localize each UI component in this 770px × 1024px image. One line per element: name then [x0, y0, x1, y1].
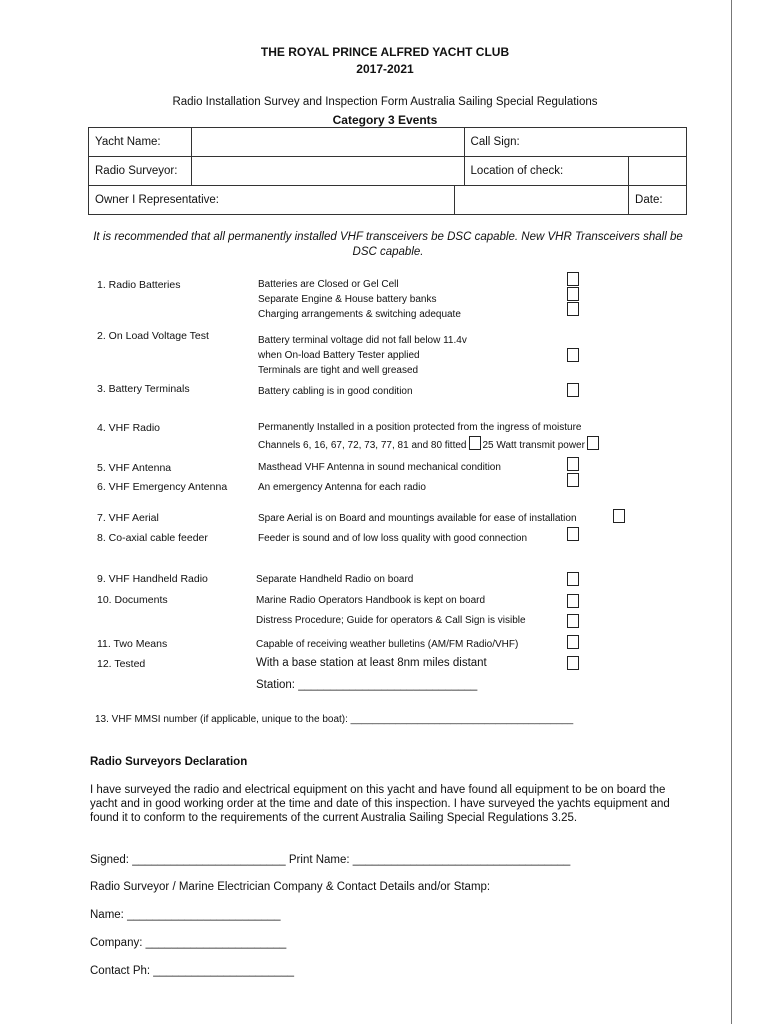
- yacht-name-field[interactable]: [192, 128, 465, 157]
- radio-surveyor-field[interactable]: [192, 157, 465, 186]
- item-9-desc: Separate Handheld Radio on board: [256, 574, 414, 585]
- item-3-label: 3. Battery Terminals: [97, 383, 190, 395]
- item-3-desc: Battery cabling is in good condition: [258, 386, 413, 397]
- item-4-channels-checkbox[interactable]: [469, 436, 481, 450]
- item-4-label: 4. VHF Radio: [97, 422, 161, 434]
- owner-label: Owner I Representative:: [89, 186, 455, 215]
- item-5-checkbox[interactable]: [567, 457, 579, 471]
- item-1-label: 1. Radio Batteries: [97, 279, 181, 291]
- item-2-desc-line: Terminals are tight and well greased: [258, 365, 419, 376]
- item-2-checkbox[interactable]: [567, 348, 579, 362]
- contact-phone-field[interactable]: Contact Ph: ______________________: [90, 965, 294, 977]
- item-1-checkbox-a[interactable]: [567, 272, 579, 286]
- item-4-desc-line: Permanently Installed in a position protected from the ingress of moisture: [258, 422, 582, 433]
- item-10-checkbox-a[interactable]: [567, 594, 579, 608]
- yacht-name-label: Yacht Name:: [89, 128, 192, 157]
- declaration-title: Radio Surveyors Declaration: [90, 756, 248, 768]
- item-5-desc: Masthead VHF Antenna in sound mechanical condition: [258, 462, 501, 473]
- call-sign-cell[interactable]: [464, 128, 686, 157]
- mmsi-field[interactable]: 13. VHF MMSI number (if applicable, unique to the boat): ________________________________________: [95, 714, 574, 725]
- declaration-text: I have surveyed the radio and electrical equipment on this yacht and have found all equipment to be on board the yacht and in good working order at the time and date of this inspection. I have surveyed the yachts equipment and found it to conform to the requirements of the current Australia Sailing Special Regulations 3.25.: [90, 784, 670, 824]
- form-subtitle: Radio Installation Survey and Inspection Form Australia Sailing Special Regulations: [172, 96, 598, 108]
- item-3-checkbox[interactable]: [567, 383, 579, 397]
- item-12-checkbox[interactable]: [567, 656, 579, 670]
- item-4-channels-row: [258, 436, 601, 453]
- item-7-label: 7. VHF Aerial: [97, 512, 159, 524]
- item-7-desc: Spare Aerial is on Board and mountings available for ease of installation: [258, 513, 577, 524]
- item-1-checkbox-c[interactable]: [567, 302, 579, 316]
- item-1-desc-line: Separate Engine & House battery banks: [258, 294, 437, 305]
- item-8-checkbox[interactable]: [567, 527, 579, 541]
- item-7-checkbox[interactable]: [613, 509, 625, 523]
- category-title: Category 3 Events: [332, 113, 438, 127]
- item-6-checkbox[interactable]: [567, 473, 579, 487]
- item-12-desc: With a base station at least 8nm miles distant: [256, 657, 487, 669]
- item-10-desc-2: Distress Procedure; Guide for operators & Call Sign is visible: [256, 615, 526, 626]
- item-9-checkbox[interactable]: [567, 572, 579, 586]
- location-label: Location of check:: [464, 157, 629, 186]
- item-2-desc-line: when On-load Battery Tester applied: [258, 350, 420, 361]
- item-1-desc-line: Charging arrangements & switching adequate: [258, 309, 461, 320]
- item-11-checkbox[interactable]: [567, 635, 579, 649]
- location-field[interactable]: [629, 157, 687, 186]
- date-label: Date:: [635, 194, 663, 206]
- item-9-label: 9. VHF Handheld Radio: [97, 573, 208, 585]
- signed-print-name-field[interactable]: Signed: ________________________ Print Name: __________________________________: [90, 854, 571, 866]
- item-11-desc: Capable of receiving weather bulletins (AM/FM Radio/VHF): [256, 639, 519, 650]
- item-5-label: 5. VHF Antenna: [97, 462, 172, 474]
- company-details-label: Radio Surveyor / Marine Electrician Company & Contact Details and/or Stamp:: [90, 881, 491, 893]
- item-2-desc: [258, 333, 467, 378]
- item-1-desc-line: Batteries are Closed or Gel Cell: [258, 279, 399, 290]
- item-11-label: 11. Two Means: [97, 638, 168, 650]
- club-title: THE ROYAL PRINCE ALFRED YACHT CLUB: [260, 45, 510, 59]
- item-6-desc: An emergency Antenna for each radio: [258, 482, 426, 493]
- item-2-desc-line: Battery terminal voltage did not fall below 11.4v: [258, 335, 467, 346]
- item-6-label: 6. VHF Emergency Antenna: [97, 481, 228, 493]
- info-table: [88, 127, 687, 215]
- name-field[interactable]: Name: ________________________: [90, 909, 281, 921]
- item-8-desc: Feeder is sound and of low loss quality with good connection: [258, 533, 528, 544]
- item-12-label: 12. Tested: [97, 658, 146, 670]
- item-4-power-checkbox[interactable]: [587, 436, 599, 450]
- company-field[interactable]: Company: ______________________: [90, 937, 287, 949]
- item-2-label: 2. On Load Voltage Test: [97, 330, 209, 342]
- item-1-checkbox-b[interactable]: [567, 287, 579, 301]
- item-1-desc: [258, 277, 461, 322]
- item-10-label: 10. Documents: [97, 594, 168, 606]
- years-title: 2017-2021: [356, 62, 414, 76]
- item-4-power-text: 25 Watt transmit power: [482, 440, 585, 451]
- station-field[interactable]: Station: ____________________________: [256, 679, 478, 691]
- item-10-desc-1: Marine Radio Operators Handbook is kept on board: [256, 595, 486, 606]
- radio-surveyor-label: Radio Surveyor:: [89, 157, 192, 186]
- item-8-label: 8. Co-axial cable feeder: [97, 532, 208, 544]
- date-cell[interactable]: [629, 186, 687, 215]
- item-4-channels-text: Channels 6, 16, 67, 72, 73, 77, 81 and 80 fitted: [258, 440, 467, 451]
- call-sign-label: Call Sign:: [470, 136, 520, 148]
- page-edge-line: [731, 0, 732, 1024]
- dsc-recommendation: It is recommended that all permanently installed VHF transceivers be DSC capable. New VHR Transceivers shall be DSC capable.: [93, 231, 683, 258]
- item-10-checkbox-b[interactable]: [567, 614, 579, 628]
- item-4-desc: [258, 420, 601, 453]
- owner-field[interactable]: [455, 186, 629, 215]
